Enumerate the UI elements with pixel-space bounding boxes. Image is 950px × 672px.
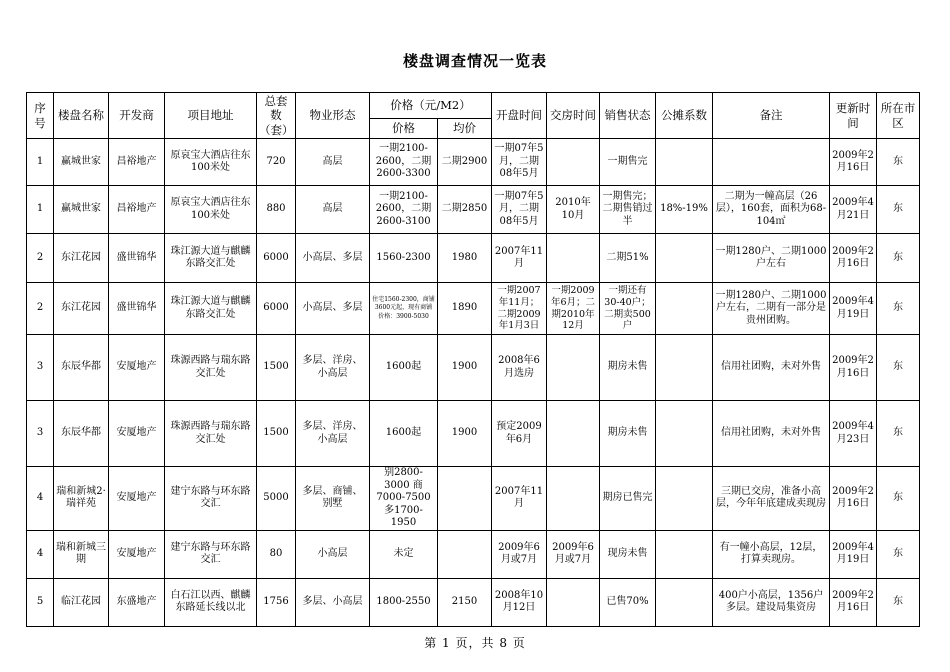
cell-remark: 400户小高层，1356户多层。建设局集资房	[713, 578, 830, 626]
cell-open: 预定2009年6月	[492, 401, 547, 467]
cell-type: 小高层、多层	[296, 234, 370, 283]
cell-remark: 一期1280户、二期1000户左右	[713, 234, 830, 283]
cell-name: 东辰华都	[54, 335, 109, 401]
cell-district: 东	[877, 578, 920, 626]
cell-update: 2009年4月19日	[830, 283, 877, 335]
cell-type: 多层、商铺、别墅	[296, 467, 370, 531]
table-row	[27, 139, 920, 186]
cell-district: 东	[877, 234, 920, 283]
cell-open: 一期07年5月，二期08年5月	[492, 139, 547, 186]
cell-delivery	[547, 139, 600, 186]
cell-name: 瑞和新城2·瑞祥苑	[54, 467, 109, 531]
cell-update: 2009年2月16日	[830, 467, 877, 531]
cell-share	[656, 139, 713, 186]
cell-open: 2008年6月选房	[492, 335, 547, 401]
cell-share	[656, 283, 713, 335]
cell-type: 小高层、多层	[296, 283, 370, 335]
cell-sales: 一期售完	[600, 139, 656, 186]
cell-units: 1500	[257, 335, 296, 401]
cell-seq: 1	[27, 186, 54, 234]
header-seq: 序号	[27, 93, 54, 139]
cell-type: 多层、小高层	[296, 578, 370, 626]
cell-avg: 1890	[438, 283, 492, 335]
cell-delivery: 2010年10月	[547, 186, 600, 234]
table-row	[27, 578, 920, 626]
cell-update: 2009年2月16日	[830, 234, 877, 283]
cell-type: 高层	[296, 139, 370, 186]
cell-update: 2009年2月16日	[830, 578, 877, 626]
cell-developer: 安厦地产	[109, 335, 165, 401]
cell-units: 6000	[257, 234, 296, 283]
header-sales: 销售状态	[600, 93, 656, 139]
cell-price: 一期2100-2600，二期2600-3100	[370, 186, 438, 234]
cell-sales: 一期售完；二期售销过半	[600, 186, 656, 234]
cell-name: 赢城世家	[54, 186, 109, 234]
cell-units: 1756	[257, 578, 296, 626]
header-address: 项目地址	[165, 93, 257, 139]
cell-delivery	[547, 467, 600, 531]
cell-avg: 1900	[438, 335, 492, 401]
table-row	[27, 401, 920, 467]
cell-avg	[438, 467, 492, 531]
cell-price: 住宅1560-2300，商铺3600元起，现有商铺价格：3900-5030	[370, 283, 438, 335]
cell-address: 珠江源大道与麒麟东路交汇处	[165, 234, 257, 283]
cell-delivery	[547, 401, 600, 467]
table-row	[27, 335, 920, 401]
cell-district: 东	[877, 467, 920, 531]
cell-district: 东	[877, 335, 920, 401]
cell-address: 原哀宝大酒店往东100米处	[165, 186, 257, 234]
table-row	[27, 186, 920, 234]
cell-developer: 昌裕地产	[109, 186, 165, 234]
cell-remark: 有一幢小高层，12层，打算卖现房。	[713, 530, 830, 578]
cell-address: 白石江以西、麒麟东路延长线以北	[165, 578, 257, 626]
cell-sales: 期房未售	[600, 335, 656, 401]
header-share: 公摊系数	[656, 93, 713, 139]
cell-district: 东	[877, 139, 920, 186]
cell-open: 2008年10月12日	[492, 578, 547, 626]
cell-update: 2009年4月23日	[830, 401, 877, 467]
header-developer: 开发商	[109, 93, 165, 139]
cell-update: 2009年4月19日	[830, 530, 877, 578]
cell-units: 1500	[257, 401, 296, 467]
cell-share: 18%-19%	[656, 186, 713, 234]
cell-name: 瑞和新城三期	[54, 530, 109, 578]
cell-share	[656, 578, 713, 626]
cell-name: 赢城世家	[54, 139, 109, 186]
header-district: 所在市区	[877, 93, 920, 139]
cell-price: 1600起	[370, 401, 438, 467]
cell-price: 未定	[370, 530, 438, 578]
table-row	[27, 234, 920, 283]
cell-share	[656, 467, 713, 531]
header-open: 开盘时间	[492, 93, 547, 139]
header-name: 楼盘名称	[54, 93, 109, 139]
cell-share	[656, 234, 713, 283]
cell-sales: 一期还有30-40户；二期卖500户	[600, 283, 656, 335]
cell-units: 6000	[257, 283, 296, 335]
cell-developer: 东盛地产	[109, 578, 165, 626]
cell-delivery	[547, 234, 600, 283]
cell-seq: 2	[27, 234, 54, 283]
cell-price: 别2800-3000 商7000-7500 多1700-1950	[370, 467, 438, 531]
cell-remark: 信用社团购，未对外售	[713, 401, 830, 467]
cell-developer: 盛世锦华	[109, 234, 165, 283]
cell-units: 720	[257, 139, 296, 186]
cell-district: 东	[877, 530, 920, 578]
cell-avg: 二期2850	[438, 186, 492, 234]
cell-name: 临江花园	[54, 578, 109, 626]
cell-seq: 4	[27, 467, 54, 531]
cell-type: 多层、洋房、小高层	[296, 401, 370, 467]
cell-developer: 安厦地产	[109, 530, 165, 578]
cell-address: 建宁东路与环东路交汇	[165, 467, 257, 531]
table-row	[27, 530, 920, 578]
cell-open: 2007年11月	[492, 467, 547, 531]
cell-units: 80	[257, 530, 296, 578]
cell-developer: 盛世锦华	[109, 283, 165, 335]
header-price: 价格	[370, 119, 438, 139]
cell-type: 多层、洋房、小高层	[296, 335, 370, 401]
cell-sales: 已售70%	[600, 578, 656, 626]
header-delivery: 交房时间	[547, 93, 600, 139]
cell-seq: 1	[27, 139, 54, 186]
cell-open: 2007年11月	[492, 234, 547, 283]
cell-avg: 1980	[438, 234, 492, 283]
header-remark: 备注	[713, 93, 830, 139]
cell-seq: 4	[27, 530, 54, 578]
cell-name: 东辰华都	[54, 401, 109, 467]
cell-avg: 二期2900	[438, 139, 492, 186]
property-survey-table	[26, 92, 920, 627]
cell-address: 原哀宝大酒店往东100米处	[165, 139, 257, 186]
cell-open: 2009年6月或7月	[492, 530, 547, 578]
header-update: 更新时间	[830, 93, 877, 139]
cell-units: 5000	[257, 467, 296, 531]
cell-address: 珠源西路与瑞东路交汇处	[165, 401, 257, 467]
cell-remark	[713, 139, 830, 186]
cell-type: 小高层	[296, 530, 370, 578]
cell-avg: 1900	[438, 401, 492, 467]
cell-price: 1560-2300	[370, 234, 438, 283]
cell-delivery	[547, 335, 600, 401]
cell-share	[656, 401, 713, 467]
cell-type: 高层	[296, 186, 370, 234]
table-row	[27, 467, 920, 531]
cell-address: 建宁东路与环东路交汇	[165, 530, 257, 578]
cell-price: 1800-2550	[370, 578, 438, 626]
cell-address: 珠江源大道与麒麟东路交汇处	[165, 283, 257, 335]
cell-sales: 期房未售	[600, 401, 656, 467]
cell-seq: 2	[27, 283, 54, 335]
cell-developer: 安厦地产	[109, 467, 165, 531]
table-row	[27, 283, 920, 335]
cell-remark: 信用社团购，未对外售	[713, 335, 830, 401]
cell-price: 一期2100-2600，二期2600-3300	[370, 139, 438, 186]
cell-district: 东	[877, 186, 920, 234]
cell-seq: 5	[27, 578, 54, 626]
cell-district: 东	[877, 401, 920, 467]
header-price-group: 价格（元/M2）	[370, 93, 492, 119]
cell-remark: 二期为一幢高层（26层），160套，面积为68-104㎡	[713, 186, 830, 234]
cell-open: 一期07年5月，二期08年5月	[492, 186, 547, 234]
cell-name: 东江花园	[54, 234, 109, 283]
cell-avg: 2150	[438, 578, 492, 626]
cell-update: 2009年2月16日	[830, 335, 877, 401]
header-avg: 均价	[438, 119, 492, 139]
cell-sales: 二期51%	[600, 234, 656, 283]
page-footer: 第 1 页，共 8 页	[424, 636, 526, 650]
page-title: 楼盘调查情况一览表	[402, 52, 547, 70]
cell-seq: 3	[27, 401, 54, 467]
cell-price: 1600起	[370, 335, 438, 401]
cell-developer: 昌裕地产	[109, 139, 165, 186]
cell-sales: 现房未售	[600, 530, 656, 578]
cell-sales: 期房已售完	[600, 467, 656, 531]
cell-district: 东	[877, 283, 920, 335]
cell-avg	[438, 530, 492, 578]
cell-open: 一期2007年11月；二期2009年1月3日	[492, 283, 547, 335]
header-units: 总套数（套）	[257, 93, 296, 139]
header-type: 物业形态	[296, 93, 370, 139]
cell-share	[656, 335, 713, 401]
cell-remark: 三期已交房，准备小高层，今年年底建成卖现房	[713, 467, 830, 531]
cell-update: 2009年4月21日	[830, 186, 877, 234]
cell-address: 珠源西路与瑞东路交汇处	[165, 335, 257, 401]
cell-share	[656, 530, 713, 578]
cell-delivery	[547, 578, 600, 626]
cell-developer: 安厦地产	[109, 401, 165, 467]
cell-units: 880	[257, 186, 296, 234]
cell-seq: 3	[27, 335, 54, 401]
cell-name: 东江花园	[54, 283, 109, 335]
cell-update: 2009年2月16日	[830, 139, 877, 186]
cell-delivery: 2009年6月或7月	[547, 530, 600, 578]
cell-delivery: 一期2009年6月；二期2010年12月	[547, 283, 600, 335]
cell-remark: 一期1280户、二期1000户左右，二期有一部分是贵州团购。	[713, 283, 830, 335]
